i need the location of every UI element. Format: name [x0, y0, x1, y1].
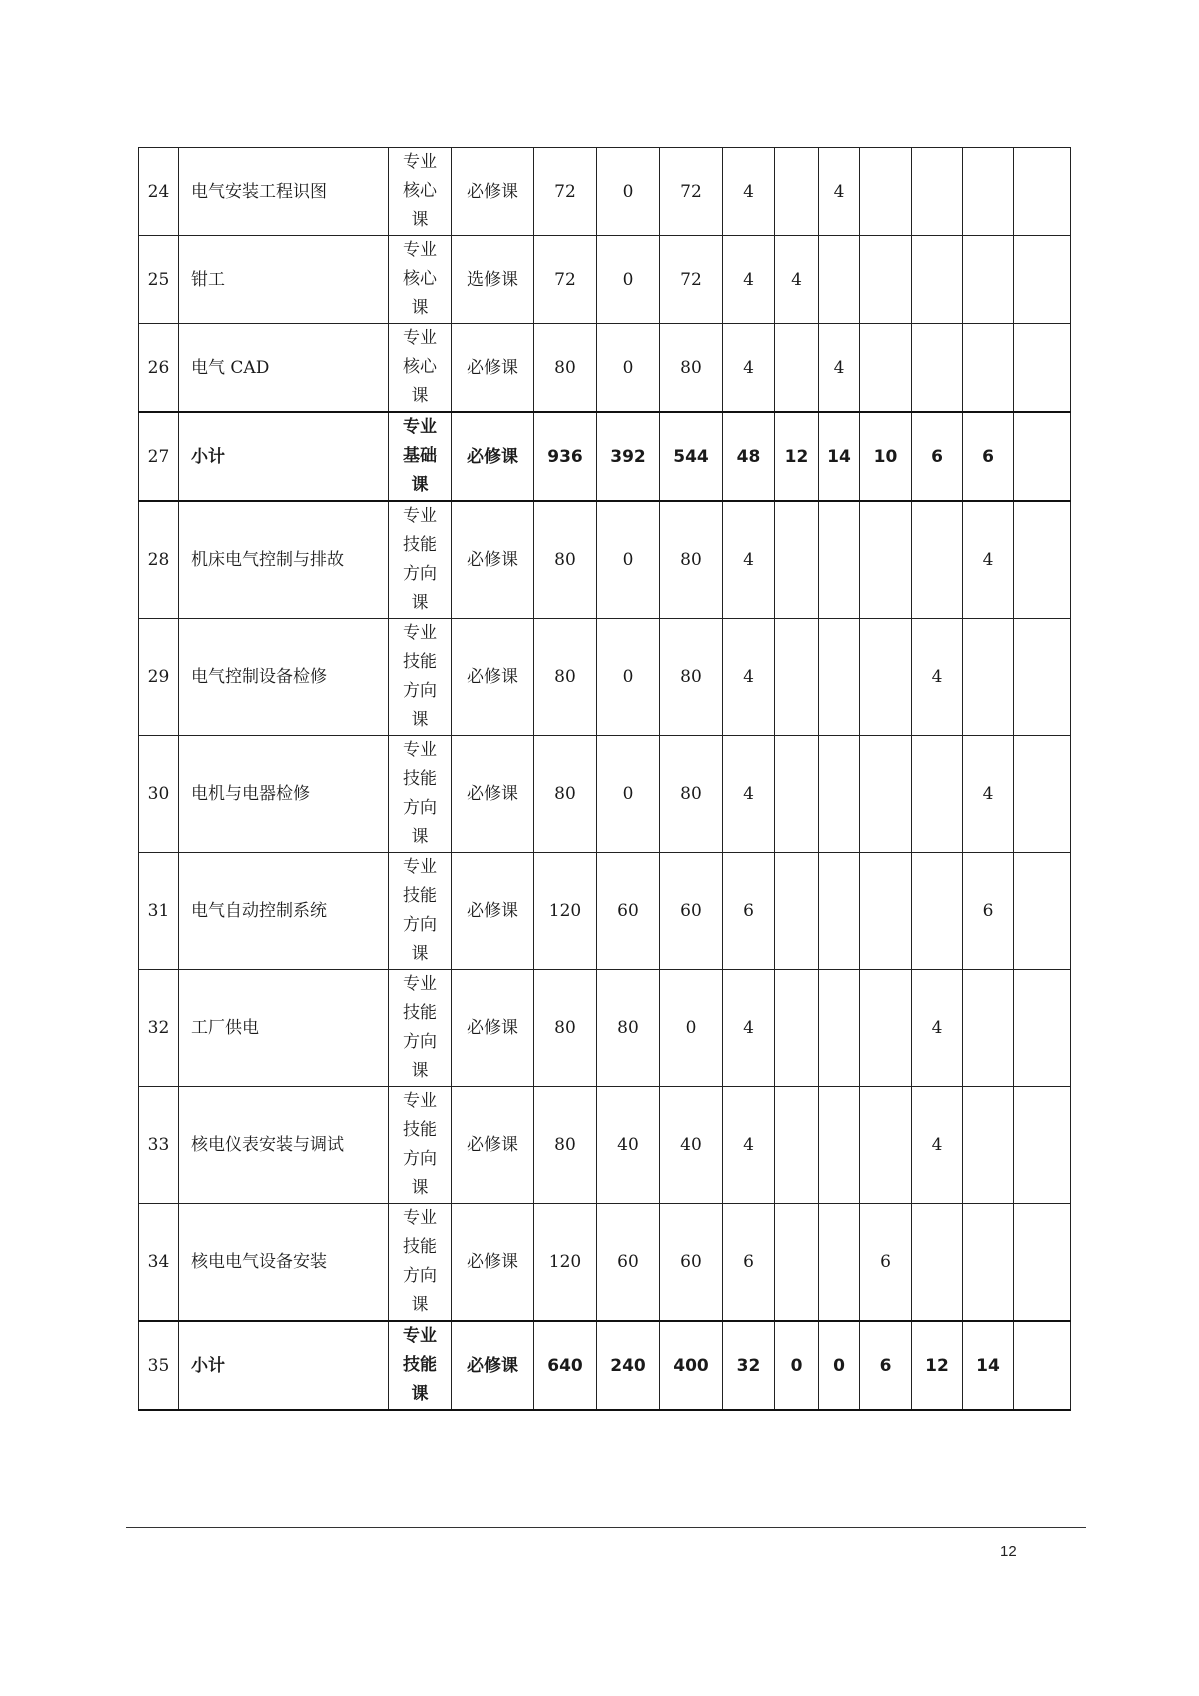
course-category — [389, 1321, 452, 1410]
practice-hours: 72 — [660, 148, 723, 236]
total-hours: 72 — [534, 148, 597, 236]
course-category — [389, 148, 452, 236]
course-row — [139, 236, 1071, 324]
remarks-cell — [1014, 736, 1071, 853]
semester-hours-4 — [912, 236, 963, 324]
theory-hours: 0 — [597, 736, 660, 853]
theory-hours: 40 — [597, 1087, 660, 1204]
course-category — [389, 324, 452, 413]
category-line: 技能 — [403, 769, 437, 789]
semester-hours-3 — [860, 1087, 912, 1204]
total-hours: 72 — [534, 236, 597, 324]
row-number: 26 — [139, 324, 179, 413]
total-hours: 80 — [534, 619, 597, 736]
semester-hours-4: 6 — [912, 412, 963, 501]
credits: 6 — [723, 1204, 775, 1322]
semester-hours-2 — [819, 236, 860, 324]
category-line: 方向 — [403, 564, 437, 584]
semester-hours-2 — [819, 1087, 860, 1204]
total-hours: 80 — [534, 736, 597, 853]
course-row — [139, 324, 1071, 413]
theory-hours: 0 — [597, 324, 660, 413]
category-line: 方向 — [403, 1149, 437, 1169]
row-number: 25 — [139, 236, 179, 324]
category-line: 技能 — [403, 1120, 437, 1140]
remarks-cell — [1014, 148, 1071, 236]
category-line: 专业 — [403, 506, 437, 526]
practice-hours: 80 — [660, 736, 723, 853]
category-line: 专业 — [403, 1326, 437, 1346]
row-number: 31 — [139, 853, 179, 970]
practice-hours: 60 — [660, 1204, 723, 1322]
practice-hours: 544 — [660, 412, 723, 501]
credits: 4 — [723, 236, 775, 324]
category-line: 方向 — [403, 681, 437, 701]
theory-hours: 0 — [597, 619, 660, 736]
category-line: 专业 — [403, 240, 437, 260]
total-hours: 80 — [534, 970, 597, 1087]
theory-hours: 80 — [597, 970, 660, 1087]
category-line: 课 — [411, 1384, 429, 1404]
category-line: 技能 — [403, 535, 437, 555]
semester-hours-1 — [775, 853, 819, 970]
course-name: 钳工 — [179, 236, 389, 324]
semester-hours-4 — [912, 324, 963, 413]
theory-hours: 0 — [597, 148, 660, 236]
course-type: 必修课 — [452, 324, 534, 413]
category-line: 课 — [411, 710, 429, 730]
course-name: 电气自动控制系统 — [179, 853, 389, 970]
course-type: 必修课 — [452, 1204, 534, 1322]
course-row — [139, 148, 1071, 236]
category-line: 方向 — [403, 915, 437, 935]
remarks-cell — [1014, 970, 1071, 1087]
category-line: 专业 — [403, 1208, 437, 1228]
credits: 4 — [723, 324, 775, 413]
semester-hours-4: 12 — [912, 1321, 963, 1410]
course-table-container — [138, 147, 1070, 1411]
category-line: 课 — [411, 386, 429, 406]
semester-hours-2 — [819, 853, 860, 970]
course-category — [389, 853, 452, 970]
semester-hours-2 — [819, 1204, 860, 1322]
remarks-cell — [1014, 501, 1071, 619]
practice-hours: 0 — [660, 970, 723, 1087]
theory-hours: 240 — [597, 1321, 660, 1410]
category-line: 课 — [411, 475, 429, 495]
semester-hours-5: 6 — [963, 853, 1014, 970]
course-type: 必修课 — [452, 1087, 534, 1204]
semester-hours-1 — [775, 501, 819, 619]
course-category — [389, 412, 452, 501]
category-line: 方向 — [403, 1266, 437, 1286]
course-type: 选修课 — [452, 236, 534, 324]
semester-hours-4: 4 — [912, 619, 963, 736]
category-line: 专业 — [403, 1091, 437, 1111]
semester-hours-1: 4 — [775, 236, 819, 324]
remarks-cell — [1014, 324, 1071, 413]
semester-hours-3: 10 — [860, 412, 912, 501]
semester-hours-5 — [963, 1204, 1014, 1322]
remarks-cell — [1014, 412, 1071, 501]
semester-hours-1 — [775, 1204, 819, 1322]
semester-hours-5: 4 — [963, 736, 1014, 853]
category-line: 技能 — [403, 652, 437, 672]
semester-hours-2 — [819, 501, 860, 619]
row-number: 27 — [139, 412, 179, 501]
category-line: 技能 — [403, 1003, 437, 1023]
total-hours: 80 — [534, 501, 597, 619]
remarks-cell — [1014, 1204, 1071, 1322]
semester-hours-3 — [860, 324, 912, 413]
category-line: 方向 — [403, 798, 437, 818]
semester-hours-4 — [912, 1204, 963, 1322]
semester-hours-2: 14 — [819, 412, 860, 501]
semester-hours-4 — [912, 148, 963, 236]
practice-hours: 40 — [660, 1087, 723, 1204]
course-type: 必修课 — [452, 619, 534, 736]
category-line: 专业 — [403, 328, 437, 348]
course-type: 必修课 — [452, 412, 534, 501]
category-line: 课 — [411, 1178, 429, 1198]
total-hours: 120 — [534, 1204, 597, 1322]
credits: 4 — [723, 970, 775, 1087]
course-category — [389, 970, 452, 1087]
category-line: 课 — [411, 944, 429, 964]
course-category — [389, 236, 452, 324]
category-line: 技能 — [403, 1237, 437, 1257]
total-hours: 120 — [534, 853, 597, 970]
category-line: 专业 — [403, 152, 437, 172]
credits: 4 — [723, 1087, 775, 1204]
semester-hours-1 — [775, 148, 819, 236]
course-type: 必修课 — [452, 970, 534, 1087]
theory-hours: 60 — [597, 853, 660, 970]
semester-hours-5 — [963, 236, 1014, 324]
semester-hours-2 — [819, 970, 860, 1087]
semester-hours-5 — [963, 324, 1014, 413]
semester-hours-4 — [912, 736, 963, 853]
category-line: 方向 — [403, 1032, 437, 1052]
semester-hours-3 — [860, 736, 912, 853]
course-name: 电机与电器检修 — [179, 736, 389, 853]
category-line: 课 — [411, 827, 429, 847]
course-category — [389, 619, 452, 736]
semester-hours-3 — [860, 148, 912, 236]
course-type: 必修课 — [452, 736, 534, 853]
theory-hours: 0 — [597, 236, 660, 324]
course-name: 工厂供电 — [179, 970, 389, 1087]
category-line: 课 — [411, 210, 429, 230]
page-number: 12 — [1000, 1543, 1017, 1560]
course-category — [389, 1204, 452, 1322]
semester-hours-3: 6 — [860, 1204, 912, 1322]
semester-hours-5: 4 — [963, 501, 1014, 619]
course-name: 机床电气控制与排故 — [179, 501, 389, 619]
semester-hours-1 — [775, 970, 819, 1087]
row-number: 29 — [139, 619, 179, 736]
row-number: 32 — [139, 970, 179, 1087]
credits: 4 — [723, 501, 775, 619]
course-name: 核电电气设备安装 — [179, 1204, 389, 1322]
semester-hours-5 — [963, 619, 1014, 736]
semester-hours-5: 6 — [963, 412, 1014, 501]
semester-hours-3 — [860, 501, 912, 619]
category-line: 课 — [411, 1295, 429, 1315]
category-line: 专业 — [403, 740, 437, 760]
course-name: 小计 — [179, 1321, 389, 1410]
category-line: 课 — [411, 298, 429, 318]
semester-hours-1 — [775, 736, 819, 853]
semester-hours-2 — [819, 619, 860, 736]
course-type: 必修课 — [452, 1321, 534, 1410]
practice-hours: 72 — [660, 236, 723, 324]
course-row — [139, 970, 1071, 1087]
course-row — [139, 1204, 1071, 1322]
course-type: 必修课 — [452, 148, 534, 236]
semester-hours-4 — [912, 853, 963, 970]
remarks-cell — [1014, 236, 1071, 324]
course-name: 电气控制设备检修 — [179, 619, 389, 736]
semester-hours-1: 12 — [775, 412, 819, 501]
category-line: 课 — [411, 593, 429, 613]
semester-hours-4: 4 — [912, 970, 963, 1087]
semester-hours-5: 14 — [963, 1321, 1014, 1410]
course-type: 必修课 — [452, 853, 534, 970]
category-line: 课 — [411, 1061, 429, 1081]
theory-hours: 60 — [597, 1204, 660, 1322]
semester-hours-3: 6 — [860, 1321, 912, 1410]
total-hours: 80 — [534, 324, 597, 413]
semester-hours-2: 4 — [819, 324, 860, 413]
course-row — [139, 619, 1071, 736]
row-number: 33 — [139, 1087, 179, 1204]
category-line: 核心 — [403, 269, 437, 289]
category-line: 核心 — [403, 357, 437, 377]
row-number: 35 — [139, 1321, 179, 1410]
remarks-cell — [1014, 1321, 1071, 1410]
course-name: 核电仪表安装与调试 — [179, 1087, 389, 1204]
practice-hours: 80 — [660, 501, 723, 619]
semester-hours-5 — [963, 148, 1014, 236]
category-line: 专业 — [403, 417, 437, 437]
category-line: 专业 — [403, 857, 437, 877]
remarks-cell — [1014, 853, 1071, 970]
semester-hours-3 — [860, 970, 912, 1087]
course-type: 必修课 — [452, 501, 534, 619]
course-name: 电气 CAD — [179, 324, 389, 413]
category-line: 技能 — [403, 1355, 437, 1375]
subtotal-row — [139, 1321, 1071, 1410]
semester-hours-2 — [819, 736, 860, 853]
semester-hours-2: 0 — [819, 1321, 860, 1410]
course-name: 电气安装工程识图 — [179, 148, 389, 236]
page-bottom-rule — [126, 1527, 1086, 1528]
semester-hours-3 — [860, 236, 912, 324]
course-category — [389, 501, 452, 619]
course-row — [139, 1087, 1071, 1204]
semester-hours-3 — [860, 853, 912, 970]
course-row — [139, 736, 1071, 853]
remarks-cell — [1014, 619, 1071, 736]
theory-hours: 0 — [597, 501, 660, 619]
row-number: 24 — [139, 148, 179, 236]
semester-hours-3 — [860, 619, 912, 736]
course-category — [389, 1087, 452, 1204]
row-number: 28 — [139, 501, 179, 619]
total-hours: 640 — [534, 1321, 597, 1410]
category-line: 专业 — [403, 974, 437, 994]
practice-hours: 60 — [660, 853, 723, 970]
practice-hours: 80 — [660, 324, 723, 413]
credits: 48 — [723, 412, 775, 501]
practice-hours: 80 — [660, 619, 723, 736]
total-hours: 936 — [534, 412, 597, 501]
category-line: 技能 — [403, 886, 437, 906]
credits: 32 — [723, 1321, 775, 1410]
category-line: 基础 — [403, 446, 437, 466]
course-category — [389, 736, 452, 853]
category-line: 核心 — [403, 181, 437, 201]
course-row — [139, 501, 1071, 619]
total-hours: 80 — [534, 1087, 597, 1204]
remarks-cell — [1014, 1087, 1071, 1204]
semester-hours-4 — [912, 501, 963, 619]
subtotal-row — [139, 412, 1071, 501]
semester-hours-1 — [775, 1087, 819, 1204]
practice-hours: 400 — [660, 1321, 723, 1410]
course-row — [139, 853, 1071, 970]
row-number: 30 — [139, 736, 179, 853]
semester-hours-5 — [963, 970, 1014, 1087]
semester-hours-1 — [775, 619, 819, 736]
semester-hours-4: 4 — [912, 1087, 963, 1204]
semester-hours-5 — [963, 1087, 1014, 1204]
semester-hours-2: 4 — [819, 148, 860, 236]
credits: 4 — [723, 736, 775, 853]
semester-hours-1: 0 — [775, 1321, 819, 1410]
semester-hours-1 — [775, 324, 819, 413]
course-name: 小计 — [179, 412, 389, 501]
credits: 6 — [723, 853, 775, 970]
category-line: 专业 — [403, 623, 437, 643]
course-table — [138, 147, 1071, 1411]
theory-hours: 392 — [597, 412, 660, 501]
credits: 4 — [723, 148, 775, 236]
table-body — [139, 148, 1071, 1411]
credits: 4 — [723, 619, 775, 736]
row-number: 34 — [139, 1204, 179, 1322]
